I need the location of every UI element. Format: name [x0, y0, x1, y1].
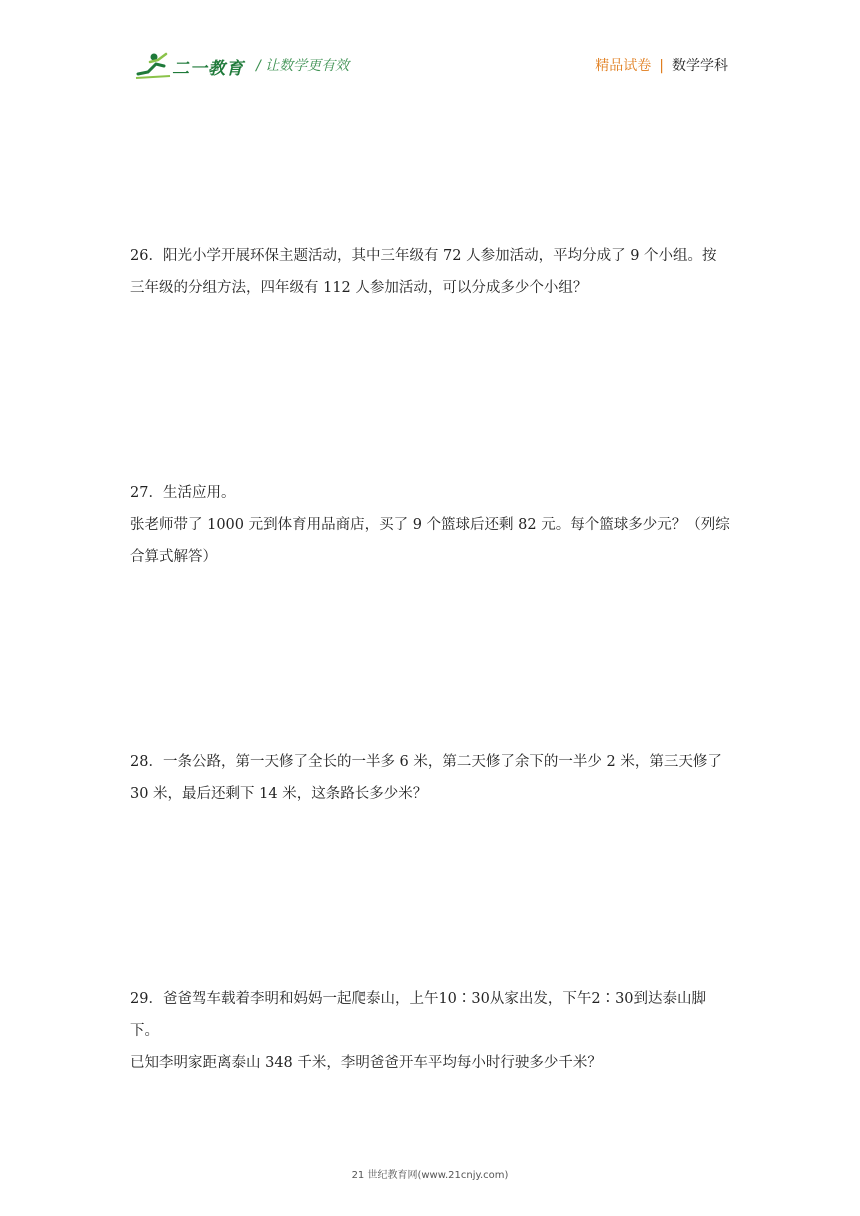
question-line: 29．爸爸驾车载着李明和妈妈一起爬泰山，上午10∶30从家出发，下午2∶30到达泰山脚下。	[130, 991, 707, 1039]
question-line: 28．一条公路，第一天修了全长的一半多 6 米，第二天修了余下的一半少 2 米，第三天修了	[130, 754, 722, 770]
question-line: 26．阳光小学开展环保主题活动，其中三年级有 72 人参加活动，平均分成了 9 个小组。按	[130, 248, 717, 264]
question-28	[130, 746, 730, 810]
header-right	[595, 55, 728, 75]
header-separator: |	[659, 58, 664, 74]
page-header	[0, 0, 860, 100]
question-29	[130, 983, 730, 1079]
header-tag: 精品试卷	[595, 58, 652, 74]
runner-icon	[134, 50, 174, 80]
question-26	[130, 240, 730, 304]
question-line: 合算式解答）	[130, 549, 217, 565]
logo	[134, 50, 244, 80]
question-27	[130, 477, 730, 573]
question-line: 27．生活应用。	[130, 485, 236, 501]
question-line: 30 米，最后还剩下 14 米，这条路长多少米？	[130, 786, 428, 802]
header-subject: 数学学科	[672, 58, 728, 74]
slogan: / 让数学更有效	[256, 58, 350, 74]
question-line: 三年级的分组方法，四年级有 112 人参加活动，可以分成多少个小组？	[130, 280, 588, 296]
logo-text: 二一教育	[172, 59, 244, 79]
page-footer: 21 世纪教育网(www.21cnjy.com)	[351, 1170, 509, 1181]
question-line: 已知李明家距离泰山 348 千米，李明爸爸开车平均每小时行驶多少千米？	[130, 1055, 602, 1071]
question-line: 张老师带了 1000 元到体育用品商店，买了 9 个篮球后还剩 82 元。每个篮球多少元？（列综	[130, 517, 730, 533]
